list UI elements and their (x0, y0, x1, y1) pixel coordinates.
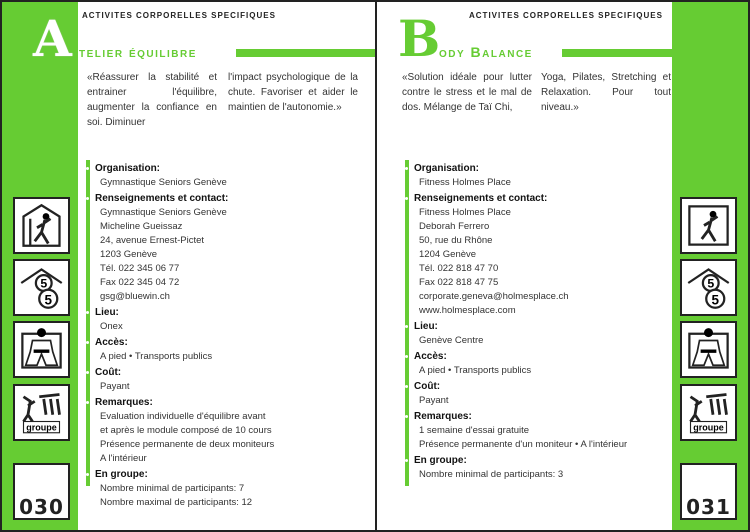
info-label: Coût: (95, 367, 122, 378)
svg-text:groupe: groupe (26, 422, 57, 433)
info-line: Payant (419, 395, 449, 406)
info-line: 1204 Genève (419, 249, 477, 260)
intro-col1: «Réassurer la stabilité et entrainer l'équilibre, augmenter la confiance en soi. Diminuer (87, 72, 217, 128)
info-line: Tél. 022 818 47 70 (419, 263, 499, 274)
info-line: Gymnastique Seniors Genève (100, 207, 227, 218)
info-line: gsg@bluewin.ch (100, 291, 170, 302)
info-line: Onex (100, 321, 123, 332)
info-label: Organisation: (414, 163, 480, 174)
info-line: 1 semaine d'essai gratuite (419, 425, 530, 436)
page-title: ody Balance (439, 44, 533, 60)
page-number: 030 (13, 463, 70, 520)
info-label: Lieu: (95, 307, 119, 318)
info-line: 24, avenue Ernest-Pictet (100, 235, 205, 246)
section-header: ACTIVITES CORPORELLES SPECIFIQUES (82, 11, 276, 20)
info-label: Remarques: (95, 397, 153, 408)
info-label: Organisation: (95, 163, 161, 174)
info-line: Nombre minimal de participants: 3 (419, 469, 564, 480)
info-line: A pied • Transports publics (100, 351, 213, 362)
info-line: Fitness Holmes Place (419, 207, 511, 218)
intro-col2: Yoga, Pilates, Stretching et Relaxation. Pour tout niveau.» (541, 72, 671, 113)
title-initial: A (33, 9, 72, 68)
info-line: Fax 022 345 04 72 (100, 277, 180, 288)
info-label: Renseignements et contact: (414, 193, 548, 204)
info-line: Nombre maximal de participants: 12 (100, 497, 253, 508)
info-label: Lieu: (414, 321, 438, 332)
svg-text:5: 5 (44, 292, 53, 308)
svg-text:5: 5 (707, 276, 715, 291)
intro-col2: l'impact psychologique de la chute. Favoriser et aider le maintien de l'autonomie.» (228, 72, 358, 113)
section-header: ACTIVITES CORPORELLES SPECIFIQUES (469, 11, 663, 20)
info-line: Gymnastique Seniors Genève (100, 177, 227, 188)
info-label: Renseignements et contact: (95, 193, 229, 204)
info-label: Remarques: (414, 411, 472, 422)
svg-text:groupe: groupe (693, 422, 724, 433)
info-line: et après le module composé de 10 cours (100, 425, 272, 436)
info-line: Payant (100, 381, 130, 392)
info-line: Fax 022 818 47 75 (419, 277, 499, 288)
info-line: Genève Centre (419, 335, 484, 346)
info-line: Evaluation individuelle d'équilibre avant (100, 411, 266, 422)
page-number: 031 (680, 463, 737, 520)
info-line: Présence permanente de deux moniteurs (100, 439, 275, 450)
info-label: En groupe: (95, 469, 148, 480)
info-line: A l'intérieur (100, 453, 147, 464)
info-label: En groupe: (414, 455, 467, 466)
info-label: Accès: (414, 351, 447, 362)
intro-col1: «Solution idéale pour lutter contre le stress et le mal de dos. Mélange de Taï Chi, (402, 72, 532, 113)
info-line: Nombre minimal de participants: 7 (100, 483, 245, 494)
title-initial: B (398, 9, 441, 68)
svg-text:5: 5 (711, 292, 720, 308)
info-label: Coût: (414, 381, 441, 392)
info-line: Deborah Ferrero (419, 221, 490, 232)
info-label: Accès: (95, 337, 128, 348)
info-line: Présence permanente d'un moniteur • A l'intérieur (419, 439, 628, 450)
info-line: Micheline Gueissaz (100, 221, 183, 232)
info-line: www.holmesplace.com (419, 305, 516, 316)
info-line: 50, rue du Rhône (419, 235, 493, 246)
info-line: 1203 Genève (100, 249, 158, 260)
info-line: A pied • Transports publics (419, 365, 532, 376)
info-line: Tél. 022 345 06 77 (100, 263, 180, 274)
info-line: Fitness Holmes Place (419, 177, 511, 188)
page-title: telier équilibre (79, 44, 197, 60)
info-line: corporate.geneva@holmesplace.ch (419, 291, 569, 302)
svg-text:5: 5 (40, 276, 48, 291)
